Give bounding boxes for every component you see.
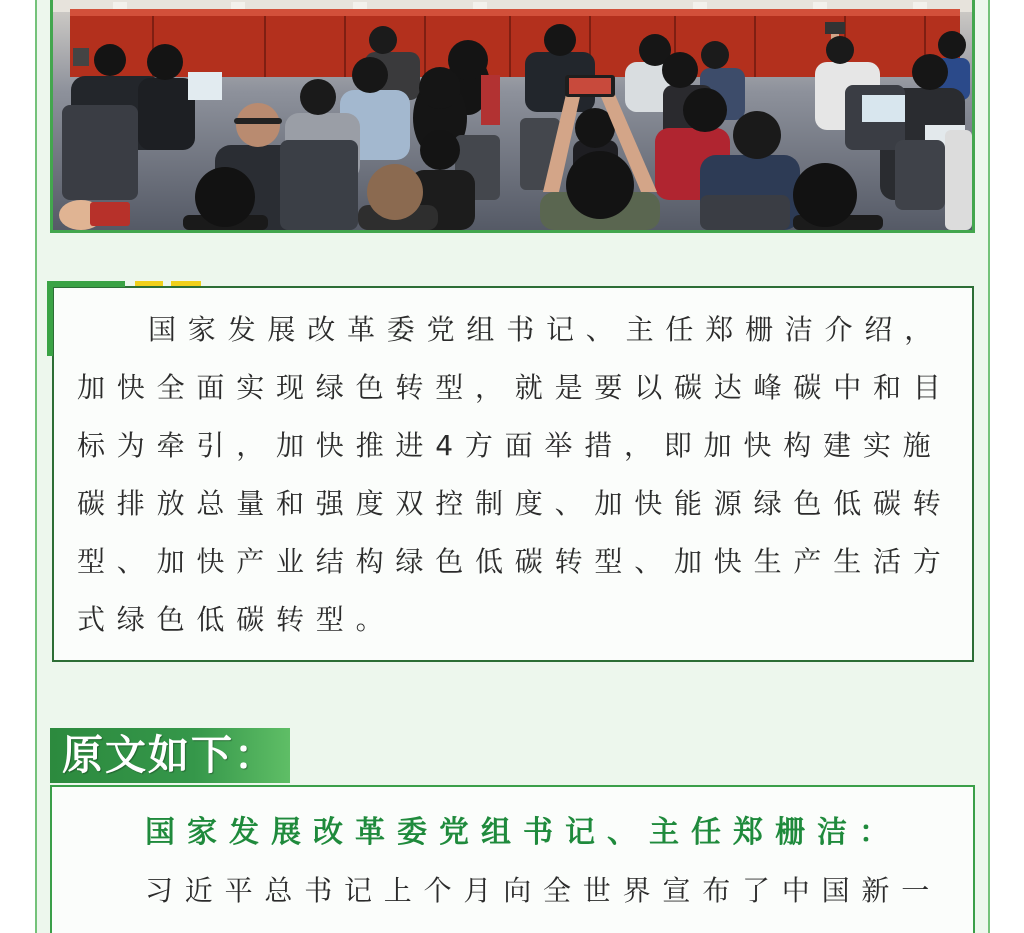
audience-head bbox=[793, 163, 857, 227]
table-item bbox=[231, 2, 245, 9]
intro-line: 标为牵引，加快推进4方面举措，即加快构建实施 bbox=[77, 429, 943, 462]
table-item bbox=[693, 2, 707, 9]
audience-head bbox=[352, 57, 388, 93]
audience-head bbox=[938, 31, 966, 59]
corner-accent-green-side bbox=[47, 281, 53, 356]
audience-head bbox=[419, 67, 461, 109]
red-accent bbox=[481, 75, 500, 125]
corner-accent-green bbox=[47, 281, 125, 287]
accent-dash-yellow bbox=[171, 281, 201, 286]
audience-head bbox=[369, 26, 397, 54]
table-item bbox=[813, 2, 827, 9]
section-header-original-text bbox=[50, 728, 290, 783]
table-item bbox=[353, 2, 367, 9]
audience-head bbox=[826, 36, 854, 64]
audience-head bbox=[733, 111, 781, 159]
intro-line: 碳排放总量和强度双控制度、加快能源绿色低碳转 bbox=[77, 487, 953, 520]
original-text-box bbox=[50, 785, 975, 933]
audience-head bbox=[94, 44, 126, 76]
section-header-label: 原文如下： bbox=[62, 731, 277, 779]
table-item bbox=[913, 2, 927, 9]
accent-dash-yellow bbox=[135, 281, 163, 286]
headphones bbox=[234, 118, 282, 124]
audience-body bbox=[138, 78, 195, 150]
phone-screen bbox=[569, 78, 611, 94]
chair-back bbox=[700, 195, 790, 230]
audience-body bbox=[945, 130, 972, 230]
audience-head bbox=[544, 24, 576, 56]
table-item bbox=[113, 2, 127, 9]
phone bbox=[90, 202, 130, 226]
audience-head bbox=[701, 41, 729, 69]
laptop bbox=[862, 95, 905, 122]
chair-back bbox=[280, 140, 358, 230]
audience-head bbox=[683, 88, 727, 132]
phone bbox=[73, 48, 89, 66]
press-conference-photo bbox=[50, 0, 975, 233]
original-line: 习近平总书记上个月向全世界宣布了中国新一 bbox=[145, 874, 942, 907]
press-conference-scene bbox=[53, 0, 972, 230]
speaker-title: 国家发展改革委党组书记、主任郑栅洁： bbox=[145, 815, 901, 850]
intro-line: 加快全面实现绿色转型，就是要以碳达峰碳中和目 bbox=[77, 371, 953, 404]
intro-text-box bbox=[52, 286, 974, 662]
audience-head bbox=[566, 151, 634, 219]
laptop bbox=[188, 72, 222, 100]
audience-head bbox=[300, 79, 336, 115]
audience-head bbox=[367, 164, 423, 220]
table-item bbox=[473, 2, 487, 9]
audience-head bbox=[147, 44, 183, 80]
table-top-edge bbox=[70, 9, 960, 16]
audience-head bbox=[195, 167, 255, 227]
intro-line: 式绿色低碳转型。 bbox=[77, 603, 396, 636]
chair-back bbox=[62, 105, 138, 200]
intro-line: 国家发展改革委党组书记、主任郑栅洁介绍， bbox=[148, 313, 945, 346]
chair-back bbox=[895, 140, 945, 210]
audience-head bbox=[420, 130, 460, 170]
intro-line: 型、加快产业结构绿色低碳转型、加快生产生活方 bbox=[77, 545, 953, 578]
audience-head bbox=[236, 103, 280, 147]
audience-head bbox=[912, 54, 948, 90]
audience-head bbox=[662, 52, 698, 88]
phone bbox=[825, 22, 845, 34]
